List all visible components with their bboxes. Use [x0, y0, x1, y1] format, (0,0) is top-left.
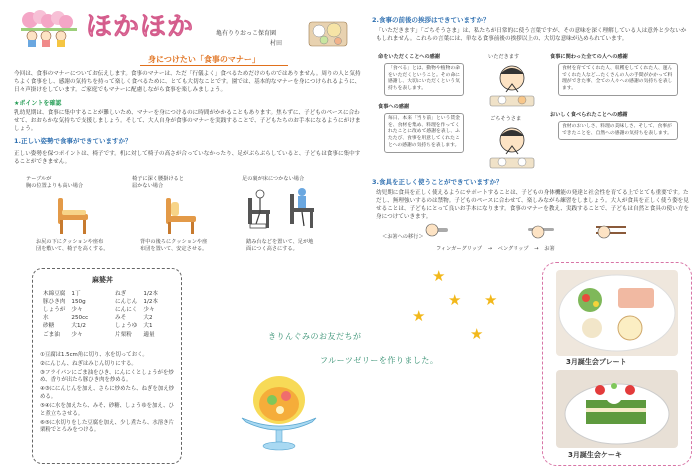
ingredient-amount: 少々	[143, 307, 155, 314]
itadakimasu-illustration	[484, 62, 540, 108]
ingredient-name: しょうゆ	[115, 323, 138, 330]
birthday-cake-photo	[556, 370, 678, 448]
ingredient-amount: 大1/2	[71, 323, 86, 330]
recipe-step: ④③ににんじんを加え、さらに炒めたら、ねぎを加え炒める。	[40, 386, 174, 401]
ingredient-name: 水	[43, 315, 49, 322]
ingredient-name: 豚ひき肉	[43, 299, 66, 306]
subtitle: 身につけたい「食事のマナー」	[148, 55, 260, 64]
gratitude-life-title: 命をいただくことへの感謝	[378, 54, 441, 60]
star-icon: ★	[448, 291, 462, 309]
migration-label: ＜お箸への移行＞	[382, 234, 424, 240]
ingredient-row	[112, 298, 161, 306]
recipe-step: ③フライパンにごま油をひき、にんにくとしょうがを炒め、香りが出たら豚ひき肉を炒める。	[40, 369, 174, 384]
points-paragraph: 乳幼児期は、食事に集中することが難しいため、マナーを身につけるのに時間がかかることもあります。焦らずに、子どものペースに合わせて、おおらかな気持ちで支援しましょう。そして、大人自身が食事のマナーを実践することで、子どもたちのお手本になるようにがけましょう。	[14, 110, 361, 133]
flow-arrow-1: →	[487, 246, 493, 252]
gratitude-life-body: 「食べる」とは、動物や植物の命をいただくということ。その命に感謝し、大切にいただくという気持ちを表します。	[384, 63, 464, 96]
ingredient-amount: 少々	[71, 331, 83, 338]
ingredient-row	[112, 306, 161, 314]
section2-heading: 2.食事の前後の挨拶はできていますか？	[372, 16, 490, 24]
gratitude-people-box	[550, 54, 680, 114]
gratitude-people-title: 食事に関わった全ての人への感謝	[550, 54, 628, 60]
grip-illustrations	[420, 220, 680, 242]
ingredient-amount: 1/2本	[143, 291, 158, 297]
ingredient-name: 砂糖	[43, 323, 55, 330]
case1-fix: お尻の下にクッションや座布 団を敷いて、椅子を高くする。	[36, 239, 109, 253]
chair-back-cushion-illustration	[160, 196, 206, 236]
ingredient-row	[40, 298, 91, 306]
ingredient-name: 片栗粉	[115, 331, 132, 338]
ingredient-row	[40, 306, 91, 314]
ingredient-row	[40, 322, 91, 330]
ingredient-row	[40, 314, 91, 322]
birthday-cake-label: 3月誕生会ケーキ	[568, 451, 622, 459]
intro-paragraph: 今回は、食事のマナーについてお伝えします。食事のマナーは、ただ「行儀よく」食べるためだけのものではありません。周りの人と気持ちよく食事をし、感謝の気持ちを持って楽しく食べるために、とても大切なことです。園では、基本的なマナーを身につけられるように、日々声掛けをしています。ご家庭でもマナーに配慮しながら食事を楽しみましょう。	[14, 71, 361, 94]
star-icon: ★	[432, 267, 446, 285]
recipe-step: ①豆腐は1.5cm角に切り、水を切っておく。	[40, 352, 148, 358]
ingredient-amount: 少々	[71, 307, 83, 314]
gratitude-meal-body: 毎日、本来「当り前」という賃金を、食材を集め、料理を作ってくれたことに改めて感謝を表し、ふたたび、食事を用意してくれたことへの感謝の気持ちを表します。	[384, 113, 464, 153]
ingredient-row	[40, 290, 91, 298]
case3-label: 足の裏が床につかない場合	[242, 176, 305, 182]
ingredient-amount: 適量	[143, 331, 155, 338]
section3-heading: 3.食具を正しく使うことができていますか？	[372, 178, 503, 186]
points-heading: ★ポイントを確認	[14, 100, 62, 107]
itadakimasu-label: いただきます	[488, 54, 520, 60]
newsletter-title: ほかほか	[86, 12, 195, 42]
grip-flow	[436, 246, 555, 253]
ingredient-name: 木綿豆腐	[43, 291, 66, 297]
section2-text: 「いただきます」「ごちそうさま」は、私たちが日常的に使う言葉ですが、その意味を深く理解している人は意外と少ないかもしれません。これらの言葉には、単なる食事前後の挨拶以上の、大切な意味が込められています。	[376, 28, 687, 43]
gratitude-tasty-body: 食材のおいしさ、料理の美味しさ、そして、食事ができたことを、自然への感謝の気持ちを表します。	[558, 121, 678, 140]
food-tray-illustration	[308, 14, 348, 48]
flow-arrow-2: →	[534, 246, 539, 252]
header-illustration	[18, 8, 80, 48]
message-line1: きりんぐみのお友だちが	[268, 332, 362, 341]
star-icon: ★	[412, 307, 426, 325]
gochisosama-label: ごちそうさま	[490, 116, 522, 122]
ingredient-amount: 大1	[143, 323, 153, 330]
author-name: 村田	[270, 40, 283, 47]
ingredient-name: しょうが	[43, 307, 66, 314]
case2-label: 椅子に深く腰掛けると 届かない場合	[132, 176, 184, 190]
ingredients-right	[112, 290, 161, 339]
gochisosama-illustration	[484, 124, 540, 170]
case2-fix: 背中の後ろにクッションや座 布団を置いて、安定させる。	[140, 239, 208, 253]
recipe-step: ⑥⑤に水切りをした豆腐を加え、少し煮たら、水溶き片栗粉でとろみをつける。	[40, 419, 174, 434]
ingredient-name: ごま油	[43, 331, 60, 338]
ingredient-name: みそ	[115, 315, 127, 322]
recipe-step: ②にんじん、ねぎはみじん切りにする。	[40, 360, 137, 367]
gratitude-tasty-box	[550, 112, 680, 172]
recipe-title: 麻婆丼	[92, 276, 113, 284]
pen-grip-label: ペングリップ	[497, 246, 529, 252]
finger-grip-label: フィンガーグリップ	[436, 246, 483, 252]
ingredient-amount: 250cc	[71, 315, 89, 322]
chopsticks-label: お箸	[544, 246, 555, 252]
ingredient-amount: 150g	[71, 299, 86, 306]
ingredient-name: ねぎ	[115, 291, 127, 297]
ingredient-row	[112, 314, 161, 322]
ingredient-row	[40, 331, 91, 339]
gratitude-meal-box	[378, 104, 468, 180]
star-icon: ★	[484, 291, 498, 309]
gratitude-people-body: 食材を育ててくれた人、収穫をしてくれた人、運んでくれた人など…たくさんの人の手間がかかって料理ができた事、全ての人々への感謝の気持ちを表します。	[558, 63, 678, 96]
ingredient-name: にんじん	[115, 299, 138, 306]
recipe-step: ⑤④に水を加えたら、みそ、砂糖、しょうゆを加え、ひと煮立ちさせる。	[40, 402, 174, 417]
case1-label: テーブルが 胸の位置よりも高い場合	[26, 176, 84, 190]
birthday-plate-label: 3月誕生会プレート	[566, 358, 627, 366]
recipe-steps	[40, 352, 176, 436]
ingredient-row	[112, 331, 161, 339]
section1-text: 正しい姿勢を保つポイントは、椅子です。机に対して椅子の高さが合っていなかったり、足がぶらぶらしていると、子どもは食事に集中することができません。	[14, 151, 361, 166]
section1-heading: 1.正しい姿勢で食事ができていますか？	[14, 137, 132, 145]
ingredients-left	[40, 290, 91, 339]
message-line2: フルーツゼリーを作りました。	[320, 356, 439, 365]
ingredient-amount: 1丁	[71, 291, 81, 297]
ingredient-amount: 1/2本	[143, 299, 158, 306]
ingredient-amount: 大2	[143, 315, 153, 322]
school-name: 亀有りりおっこ保育園	[216, 30, 277, 37]
subtitle-underline	[140, 65, 288, 66]
ingredient-row	[112, 290, 161, 298]
gratitude-life-box	[378, 54, 468, 100]
ingredient-name: にんにく	[115, 307, 138, 314]
chair-cushion-illustration	[52, 196, 98, 236]
section3-text: 幼児期に食具を正しく使えるようにサポートすることは、子どもの身体機能の発達と社会性を育てる上でとても重要です。ただし、無理強いするのは禁物。子どものペースに合わせて、楽しみながら練習をしましょう。大人が食具を正しく使う姿を見せることは、子どもにとって良いお手本になります。食事のマナーを教え、実践することで、子どもは自然と食具の使い方を身につけていきます。	[376, 190, 689, 221]
fruit-jelly-illustration	[234, 360, 324, 454]
gratitude-tasty-title: おいしく食べられたことへの感謝	[550, 112, 628, 118]
case3-fix: 踏み台などを置いて、足が地 面につく高さにする。	[246, 239, 314, 253]
star-icon: ★	[470, 325, 484, 343]
footstool-illustration	[246, 188, 332, 238]
ingredient-row	[112, 322, 161, 330]
gratitude-meal-title: 食事への感謝	[378, 104, 410, 110]
birthday-plate-photo	[556, 270, 678, 356]
